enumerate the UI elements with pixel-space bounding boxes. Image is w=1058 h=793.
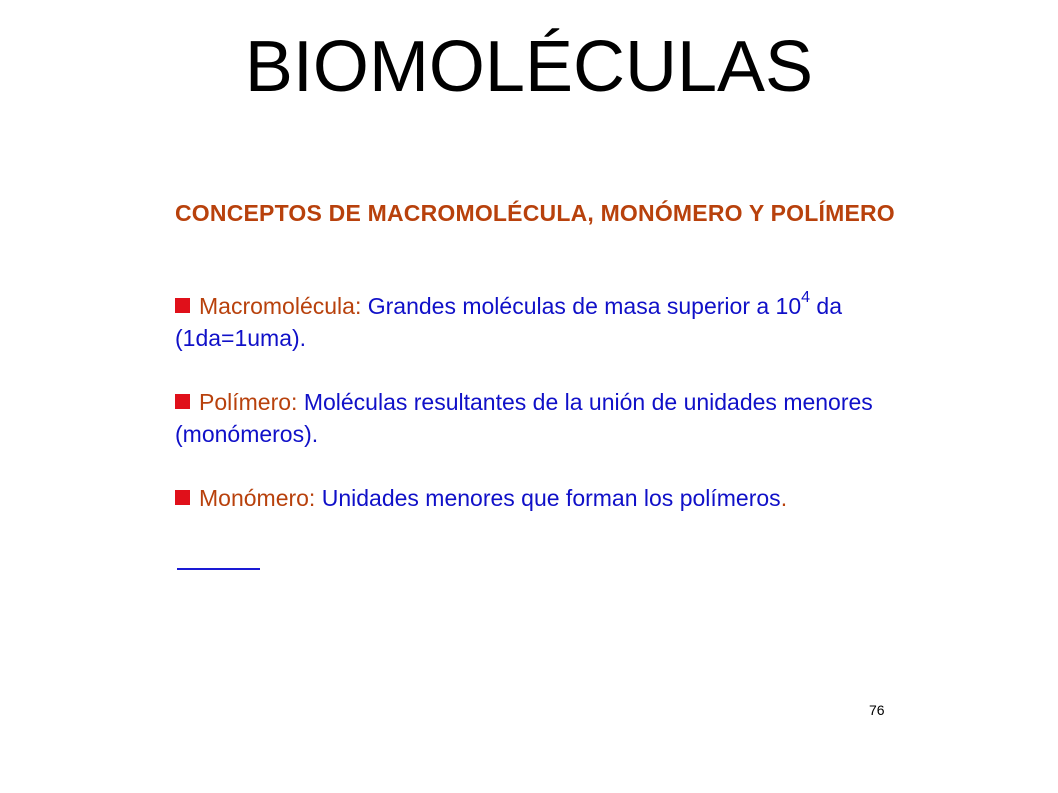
square-bullet-icon (175, 298, 190, 313)
definition-item-macromolecula (175, 290, 895, 354)
definition-text: Grandes moléculas de masa superior a 10 (367, 293, 802, 319)
exponent: 4 (801, 289, 811, 307)
term-label: Macromolécula: (199, 293, 368, 319)
definition-text-cont: da (1da=1uma). (175, 293, 843, 351)
page-number: 76 (869, 702, 885, 718)
square-bullet-icon (175, 490, 190, 505)
slide-title: BIOMOLÉCULAS (244, 27, 814, 107)
definition-text: Moléculas resultantes de la unión de unidades menores (monómeros). (175, 389, 873, 447)
definition-period: . (780, 485, 788, 511)
section-heading: CONCEPTOS DE MACROMOLÉCULA, MONÓMERO Y POLÍMERO (175, 200, 895, 226)
square-bullet-icon (175, 394, 190, 409)
term-label: Monómero: (199, 485, 322, 511)
definition-item-polimero (175, 386, 895, 450)
definition-item-monomero (175, 482, 895, 514)
underline-divider (177, 568, 260, 570)
term-label: Polímero: (199, 389, 304, 415)
definition-text: Unidades menores que forman los polímeros (321, 485, 781, 511)
